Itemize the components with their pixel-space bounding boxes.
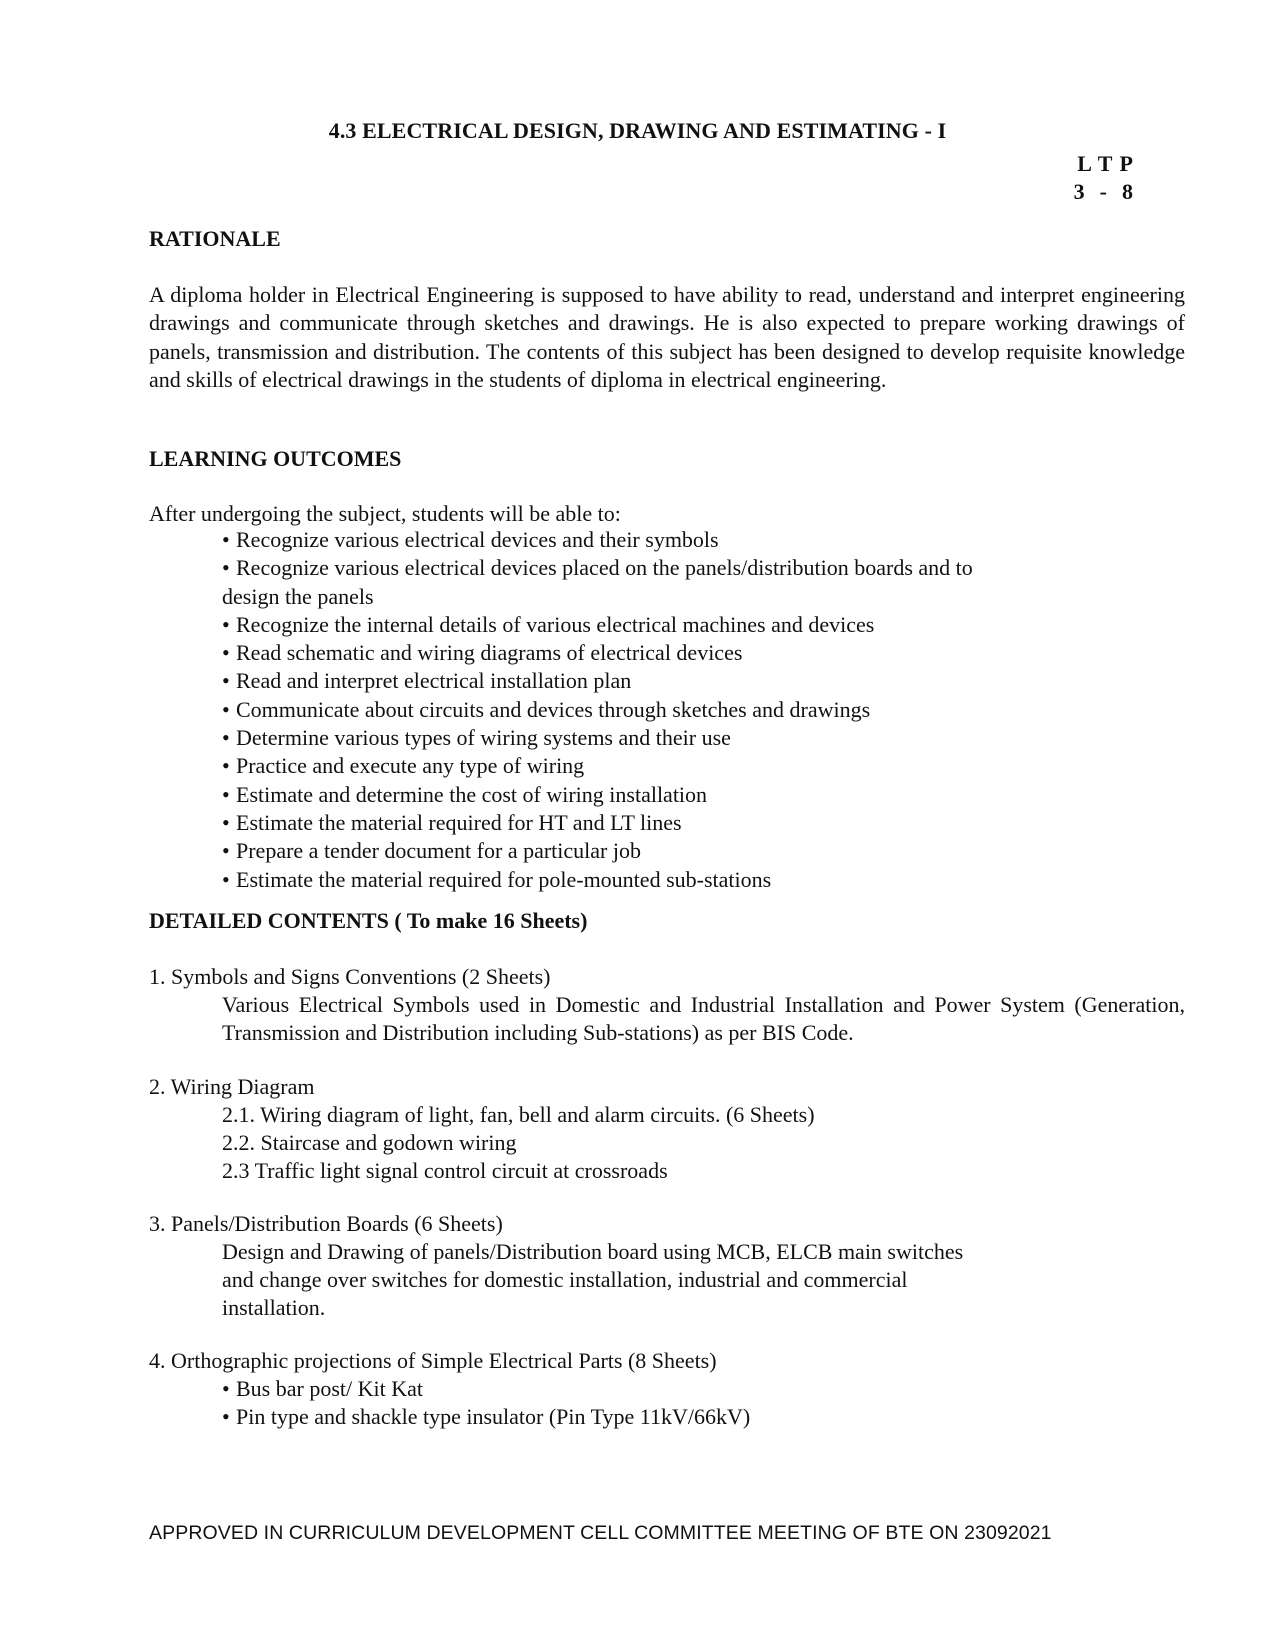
list-item — [222, 639, 973, 667]
bullet-icon: • — [222, 611, 230, 637]
section-2-item: 2.1. Wiring diagram of light, fan, bell and alarm circuits. (6 Sheets) — [222, 1102, 815, 1127]
list-item — [222, 554, 973, 582]
bullet-icon: • — [222, 527, 230, 552]
bullet-icon: • — [222, 725, 230, 751]
bullet-icon: • — [222, 781, 230, 807]
list-item-text: Estimate and determine the cost of wiring installation — [236, 781, 708, 807]
list-item-text: Recognize various electrical devices placed on the panels/distribution boards and to — [236, 555, 973, 581]
contents-heading: DETAILED CONTENTS ( To make 16 Sheets) — [149, 908, 588, 933]
bullet-icon: • — [222, 696, 230, 722]
ltp-block — [1074, 150, 1133, 206]
section-3-line: Design and Drawing of panels/Distribution board using MCB, ELCB main switches — [222, 1239, 964, 1264]
section-2-item: 2.2. Staircase and godown wiring — [222, 1130, 517, 1155]
bullet-icon: • — [222, 866, 230, 892]
list-item-text: Read and interpret electrical installation plan — [236, 668, 632, 694]
bullet-icon: • — [222, 1376, 230, 1401]
list-item — [222, 809, 973, 837]
ltp-values: 3 - 8 — [1073, 179, 1133, 204]
list-item — [222, 1375, 750, 1403]
section-3-title: 3. Panels/Distribution Boards (6 Sheets) — [149, 1211, 503, 1236]
outcomes-heading: LEARNING OUTCOMES — [149, 446, 402, 471]
section-1-text: Various Electrical Symbols used in Domestic and Industrial Installation and Power System (Generation, Transmission and Distribution including Sub-stations) as per BIS Code. — [222, 992, 1185, 1046]
section-3-line: installation. — [222, 1295, 326, 1320]
list-item-text: Read schematic and wiring diagrams of electrical devices — [236, 640, 743, 666]
list-item-text: Pin type and shackle type insulator (Pin Type 11kV/66kV) — [236, 1404, 751, 1430]
list-item-text: Recognize various electrical devices and their symbols — [236, 527, 719, 552]
list-item-text: Practice and execute any type of wiring — [236, 753, 585, 779]
list-item — [222, 696, 973, 724]
list-item-text: Estimate the material required for pole-mounted sub-stations — [236, 866, 772, 892]
ltp-header: L T P — [1077, 151, 1133, 176]
list-item — [222, 526, 973, 554]
list-item-text: Determine various types of wiring systems and their use — [236, 725, 731, 751]
list-item-text: Estimate the material required for HT and LT lines — [236, 809, 682, 835]
bullet-icon: • — [222, 753, 230, 779]
list-item — [222, 752, 973, 780]
list-item — [222, 667, 973, 695]
list-item — [222, 837, 973, 865]
list-item — [222, 611, 973, 639]
section-2-title: 2. Wiring Diagram — [149, 1074, 315, 1099]
outcomes-list — [222, 526, 973, 894]
rationale-text: A diploma holder in Electrical Engineering is supposed to have ability to read, understand and interpret engineering drawings and communicate through sketches and drawings. He is also expected to prepare working drawings of panels, transmission and distribution. The contents of this subject has been designed to develop requisite knowledge and skills of electrical drawings in the students of diploma in electrical engineering. — [149, 282, 1185, 393]
section-4-list — [222, 1375, 750, 1432]
list-item-text: Prepare a tender document for a particular job — [236, 838, 641, 864]
list-item — [222, 866, 973, 894]
footer-approval: APPROVED IN CURRICULUM DEVELOPMENT CELL COMMITTEE MEETING OF BTE ON 23092021 — [149, 1522, 1052, 1544]
bullet-icon: • — [222, 1404, 230, 1430]
section-4-title: 4. Orthographic projections of Simple Electrical Parts (8 Sheets) — [149, 1348, 717, 1373]
list-item-text: Recognize the internal details of various electrical machines and devices — [236, 611, 875, 637]
section-3-line: and change over switches for domestic installation, industrial and commercial — [222, 1267, 908, 1292]
page-title: 4.3 ELECTRICAL DESIGN, DRAWING AND ESTIMATING - I — [328, 118, 947, 143]
list-item — [222, 781, 973, 809]
list-item — [222, 1403, 750, 1431]
bullet-icon: • — [222, 838, 230, 864]
list-item — [222, 724, 973, 752]
bullet-icon: • — [222, 555, 230, 581]
bullet-icon: • — [222, 640, 230, 666]
section-2-item: 2.3 Traffic light signal control circuit at crossroads — [222, 1158, 668, 1183]
rationale-heading: RATIONALE — [149, 226, 281, 251]
bullet-icon: • — [222, 668, 230, 694]
list-item-continuation — [222, 583, 973, 611]
bullet-icon: • — [222, 809, 230, 835]
outcomes-intro: After undergoing the subject, students will be able to: — [149, 501, 621, 526]
list-item-text: design the panels — [222, 583, 374, 609]
list-item-text: Bus bar post/ Kit Kat — [236, 1376, 423, 1401]
list-item-text: Communicate about circuits and devices through sketches and drawings — [236, 696, 871, 722]
section-1-title: 1. Symbols and Signs Conventions (2 Sheets) — [149, 964, 551, 989]
